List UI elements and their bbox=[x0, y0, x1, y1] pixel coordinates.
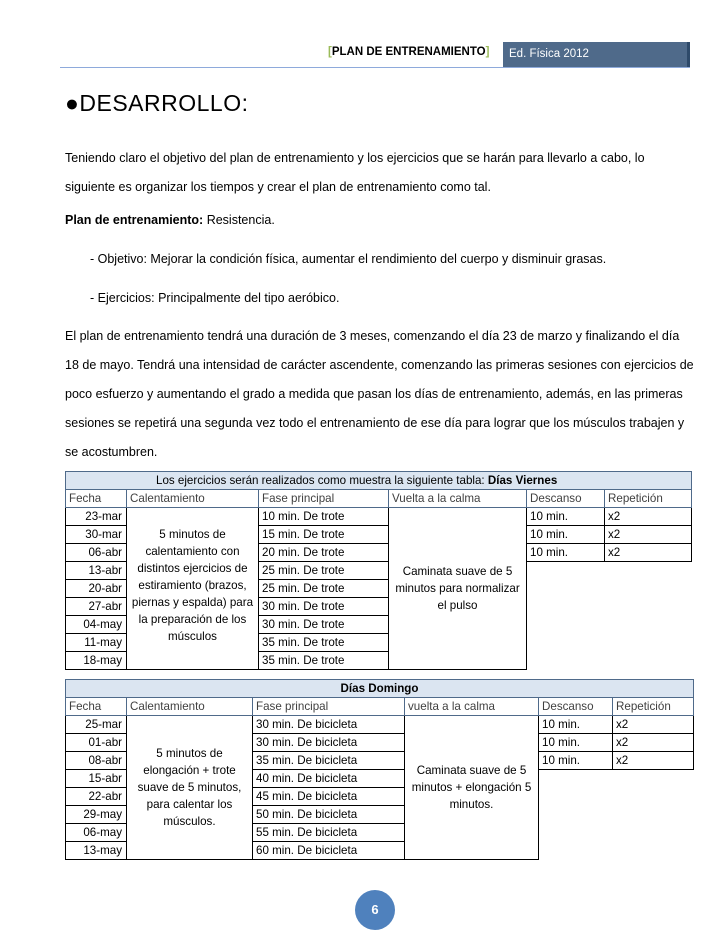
table-viernes bbox=[65, 471, 692, 670]
table-viernes-header bbox=[66, 472, 692, 490]
main-cell: 30 min. De trote bbox=[259, 598, 389, 616]
main-cell: 40 min. De bicicleta bbox=[253, 770, 405, 788]
rep-cell: x2 bbox=[605, 508, 692, 526]
day-label: Días Viernes bbox=[487, 474, 558, 487]
main-cell: 45 min. De bicicleta bbox=[253, 788, 405, 806]
bracket-open: [ bbox=[328, 46, 332, 58]
main-cell: 10 min. De trote bbox=[259, 508, 389, 526]
plan-label: Plan de entrenamiento: bbox=[65, 213, 204, 227]
col-vuelta-calma: vuelta a la calma bbox=[405, 698, 539, 716]
col-fecha: Fecha bbox=[66, 490, 127, 508]
header-title-text: PLAN DE ENTRENAMIENTO bbox=[331, 46, 486, 58]
empty-area bbox=[527, 562, 692, 670]
date-cell: 01-abr bbox=[66, 734, 127, 752]
date-cell: 29-may bbox=[66, 806, 127, 824]
rep-cell: x2 bbox=[613, 752, 694, 770]
page-number: 6 bbox=[355, 890, 395, 930]
date-cell: 15-abr bbox=[66, 770, 127, 788]
main-cell: 50 min. De bicicleta bbox=[253, 806, 405, 824]
date-cell: 27-abr bbox=[66, 598, 127, 616]
rest-cell: 10 min. bbox=[539, 716, 613, 734]
col-descanso: Descanso bbox=[539, 698, 613, 716]
date-cell: 23-mar bbox=[66, 508, 127, 526]
bracket-close: ] bbox=[485, 46, 490, 58]
exercises-item: - Ejercicios: Principalmente del tipo aeróbico. bbox=[90, 291, 340, 305]
section-title: ●DESARROLLO: bbox=[65, 90, 249, 116]
rep-cell: x2 bbox=[605, 544, 692, 562]
header-title bbox=[328, 46, 489, 58]
main-cell: 25 min. De trote bbox=[259, 580, 389, 598]
header-course-box bbox=[503, 42, 690, 67]
page-header bbox=[60, 42, 690, 68]
date-cell: 13-may bbox=[66, 842, 127, 860]
date-cell: 25-mar bbox=[66, 716, 127, 734]
main-cell: 25 min. De trote bbox=[259, 562, 389, 580]
warmup-cell: 5 minutos de elongación + trote suave de 5 minutos, para calentar los músculos. bbox=[127, 716, 253, 860]
caption-text: Los ejercicios serán realizados como muestra la siguiente tabla: bbox=[156, 474, 485, 487]
rep-cell: x2 bbox=[613, 716, 694, 734]
date-cell: 20-abr bbox=[66, 580, 127, 598]
main-cell: 20 min. De trote bbox=[259, 544, 389, 562]
col-repeticion: Repetición bbox=[613, 698, 694, 716]
table-domingo bbox=[65, 679, 694, 860]
main-cell: 35 min. De bicicleta bbox=[253, 752, 405, 770]
rep-cell: x2 bbox=[605, 526, 692, 544]
main-cell: 55 min. De bicicleta bbox=[253, 824, 405, 842]
plan-line bbox=[65, 206, 695, 235]
rest-cell: 10 min. bbox=[527, 508, 605, 526]
col-repeticion: Repetición bbox=[605, 490, 692, 508]
date-cell: 04-may bbox=[66, 616, 127, 634]
col-descanso: Descanso bbox=[527, 490, 605, 508]
date-cell: 11-may bbox=[66, 634, 127, 652]
empty-area bbox=[539, 770, 694, 860]
main-cell: 35 min. De trote bbox=[259, 652, 389, 670]
col-fase-principal: Fase principal bbox=[259, 490, 389, 508]
header-rule bbox=[60, 67, 690, 68]
main-cell: 30 min. De bicicleta bbox=[253, 734, 405, 752]
rep-cell: x2 bbox=[613, 734, 694, 752]
cooldown-cell: Caminata suave de 5 minutos para normalizar el pulso bbox=[389, 508, 527, 670]
intro-paragraph: Teniendo claro el objetivo del plan de entrenamiento y los ejercicios que se harán para llevarlo a cabo, lo siguiente es organizar los tiempos y crear el plan de entrenamiento como tal. bbox=[65, 151, 645, 194]
header-box-accent bbox=[687, 42, 690, 67]
rest-cell: 10 min. bbox=[539, 734, 613, 752]
date-cell: 18-may bbox=[66, 652, 127, 670]
table-domingo-header bbox=[66, 680, 694, 698]
main-cell: 30 min. De bicicleta bbox=[253, 716, 405, 734]
main-cell: 15 min. De trote bbox=[259, 526, 389, 544]
main-cell: 60 min. De bicicleta bbox=[253, 842, 405, 860]
rest-cell: 10 min. bbox=[527, 544, 605, 562]
table-row bbox=[66, 508, 692, 526]
cooldown-cell: Caminata suave de 5 minutos + elongación 5 minutos. bbox=[405, 716, 539, 860]
plan-value: Resistencia. bbox=[203, 213, 275, 227]
date-cell: 22-abr bbox=[66, 788, 127, 806]
table-domingo-columns bbox=[66, 698, 694, 716]
col-fase-principal: Fase principal bbox=[253, 698, 405, 716]
date-cell: 06-abr bbox=[66, 544, 127, 562]
col-calentamiento: Calentamiento bbox=[127, 490, 259, 508]
table-row bbox=[66, 716, 694, 734]
warmup-cell: 5 minutos de calentamiento con distintos ejercicios de estiramiento (brazos, piernas y espalda) para la preparación de los músculos bbox=[127, 508, 259, 670]
col-calentamiento: Calentamiento bbox=[127, 698, 253, 716]
col-vuelta-calma: Vuelta a la calma bbox=[389, 490, 527, 508]
description-paragraph: El plan de entrenamiento tendrá una duración de 3 meses, comenzando el día 23 de marzo y finalizando el día 18 de mayo. Tendrá una intensidad de carácter ascendente, comenzando las primeras sesiones con ejercicios de poco esfuerzo y aumentando el grado a medida que pasan los días de entrenamiento, además, en las primeras sesiones se repetirá una segunda vez todo el entrenamiento de ese día para lograr que los músculos trabajen y se acostumbren. bbox=[65, 329, 694, 459]
header-course-text: Ed. Física 2012 bbox=[509, 48, 589, 60]
objective-item: - Objetivo: Mejorar la condición física, aumentar el rendimiento del cuerpo y disminuir grasas. bbox=[90, 252, 607, 266]
main-cell: 30 min. De trote bbox=[259, 616, 389, 634]
day-label: Días Domingo bbox=[66, 680, 694, 698]
table-viernes-columns bbox=[66, 490, 692, 508]
table-viernes-caption bbox=[66, 472, 692, 490]
rest-cell: 10 min. bbox=[527, 526, 605, 544]
date-cell: 06-may bbox=[66, 824, 127, 842]
rest-cell: 10 min. bbox=[539, 752, 613, 770]
col-fecha: Fecha bbox=[66, 698, 127, 716]
date-cell: 13-abr bbox=[66, 562, 127, 580]
date-cell: 08-abr bbox=[66, 752, 127, 770]
main-cell: 35 min. De trote bbox=[259, 634, 389, 652]
date-cell: 30-mar bbox=[66, 526, 127, 544]
